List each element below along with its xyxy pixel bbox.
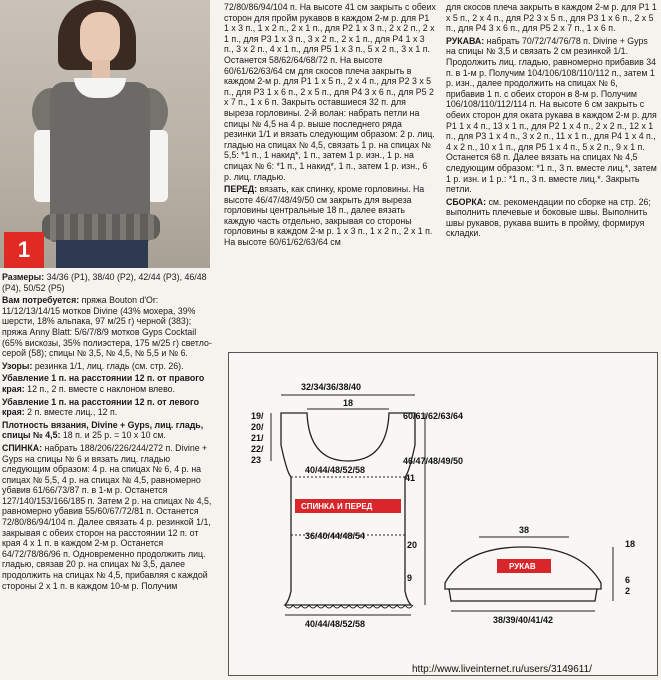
density-text: 18 п. и 25 р. = 10 х 10 см. xyxy=(60,430,166,441)
pattern-schematic xyxy=(228,352,658,676)
front-continued-text: для скосов плеча закрыть в каждом 2-м р. для Р1 1 х 5 п., 2 х 4 п., для Р2 3 х 5 п., для Р3 1 х 6 п., 2 х 5 п., для Р4 3 х 6 п., для Р5 2 х 7 п., 1 х 6 п. xyxy=(446,2,657,34)
text-column-1 xyxy=(2,272,214,593)
top-width-label: 32/34/36/38/40 xyxy=(301,382,362,392)
hem-height-label: 9 xyxy=(407,573,413,583)
model-photo xyxy=(0,0,210,268)
sizes-text: 34/36 (P1), 38/40 (P2), 42/44 (P3), 46/48 (P4), 50/52 (P5) xyxy=(2,272,207,293)
waist-width-label: 36/40/44/48/54 xyxy=(305,531,366,541)
front-text: вязать, как спинку, кроме горловины. На высоте 46/47/48/49/50 см закрыть для выреза горловины центральные 18 п., далее вязать каждую часть отдельно, закрывая со стороны горловины в каждом 2-м р. 1 х 3 п., 1 х 2 п., 2 х 1 п. На высоте 60/61/62/63/64 см xyxy=(224,184,433,248)
neck-width-label: 18 xyxy=(343,398,354,408)
armhole-mark-label: 41 xyxy=(405,473,416,483)
assembly-text: см. рекомендации по сборке на стр. 26; выполнить плечевые и боковые швы. Выполнить швы рукавов, рукава вшить в пройму, формируя складки. xyxy=(446,196,651,239)
armhole-height-label: 46/47/48/49/50 xyxy=(403,456,464,466)
dec-right-label: Убавление 1 п. на расстоянии 12 п. от правого края: xyxy=(2,373,205,394)
back-text: набрать 188/206/226/244/272 п. Divine + Gyps на спицы № 6 и вязать лиц. гладью следующим образом: 4 р. на спицах № 6, 4 р. на спицах № 5,5, 4 р. на спицах № 4,5, равномерно убавив 61/66/73/87 п. в 1-м р. Останется 127/140/153/166/185 п. Затем 2 р. на спицах № 4,5, равномерно убавив 55/60/67/72/81 п. Останется 72/80/86/94/104 п. Далее связать 4 р. резинкой 1/1, закрывая с обеих сторон на расстоянии 12 п. от края 4 х 1 п. в каждом 2-м р. Останется 64/72/78/86/96 п. Одновременно продолжить лиц. гладью, связав 20 р. на спицах № 3,5, далее продолжить на спицах № 4,5, прибавляя с каждой стороны 2 х 1 п. в каждом 10-м р. Получим xyxy=(2,442,212,591)
sizes-label: Размеры: xyxy=(2,272,45,282)
patterns-text: резинка 1/1, лиц. гладь (см. стр. 26). xyxy=(32,360,184,371)
left-height-2: 20/ xyxy=(251,422,264,432)
height-total-label: 60/61/62/63/64 xyxy=(403,411,464,421)
back-continued-text: 72/80/86/94/104 п. На высоте 41 см закрыть с обеих сторон для пройм рукавов в каждом 2-м р. для Р1 1 х 3 п., 1 х 2 п., 2 х 1 п., для Р2 1 х 3 п., 2 х 2 п., 2 х 1 п., для Р3 1 х 3 п., 3 х 2 п., 2 х 1 п., для Р4 1 х 3 п., 3 х 2 п., 4 х 1 п., для Р5 1 х 3 п., 5 х 2 п., 3 х 1 п. Останется 58/62/64/68/72 п. На высоте 60/61/62/63/64 см для скосов плеча закрыть в каждом 2-м р. для Р1 1 х 5 п., 2 х 4 п., для Р2 3 х 5 п., для Р3 1 х 6 п., 2 х 5 п., для Р4 3 х 6 п., для Р5 2 х 7 п., 1 х 6 п. Закрыть оставшиеся 32 п. для выреза горловины. 2-й волан: набрать петли на спицы № 4,5 на 4 р. выше последнего ряда резинки 1/1 и вязать следующим образом: 2 р. лиц. гладью на спицах № 4,5, связать 1 р. на спицах № 5,5: *1 п., 1 накид*, 1 п., затем 1 р. изн., 1 р. на спицах № 6: *1 п., 1 накид*, 1 п., затем 1 р. изн., 6 р. лиц. гладью. xyxy=(224,2,436,182)
piece-label: СПИНКА И ПЕРЕД xyxy=(301,502,373,511)
chest-width-label: 40/44/48/52/58 xyxy=(305,465,366,475)
text-column-3 xyxy=(446,2,658,241)
bottom-width-label: 40/44/48/52/58 xyxy=(305,619,366,629)
dec-left-label: Убавление 1 п. на расстоянии 12 п. от левого края: xyxy=(2,396,199,418)
sleeve-text: набрать 70/72/74/76/78 п. Divine + Gyps на спицы № 3,5 и связать 2 см резинкой 1/1. Продолжить лиц. гладью, равномерно прибавив 34 п. в 1-м р. Получим 104/106/108/110/112 п., затем 1 р. изн., далее продолжить на спицах № 6, прибавив 1 п. с обеих сторон в 8-м р. Получим 106/108/110/112/114 п. На высоте 6 см закрыть с обеих сторон для оката рукава в каждом 2-м р. для Р1 1 х 4 п., 13 х 1 п., для Р2 1 х 4 п., 2 х 2 п., 12 х 1 п., для Р3 1 х 4 п., 3 х 2 п., 11 х 1 п., для Р4 1 х 4 п., 4 х 2 п., 10 х 1 п., для Р5 1 х 4 п., 5 х 2 п., 9 х 1 п. Останется 68 п. Далее вязать на спицах № 4,5 следующим образом: *1 п., 3 п. вместе лиц.*, затем 1 р. изн. и 1 р.: *1 п., 3 п. вместе лиц.*. Закрыть петли. xyxy=(446,35,657,195)
assembly-label: СБОРКА: xyxy=(446,196,487,207)
sleeve-label: РУКАВА: xyxy=(446,35,485,46)
sleeve-piece-label: РУКАВ xyxy=(509,562,536,571)
dec-right-text: 12 п., 2 п. вместе с наклоном влево. xyxy=(24,383,175,394)
sleeve-bottom-label: 38/39/40/41/42 xyxy=(493,615,554,625)
text-column-2 xyxy=(224,2,436,250)
schematic-svg xyxy=(229,353,657,675)
density-label: Плотность вязания, Divine + Gyps, лиц. гладь, спицы № 4,5: xyxy=(2,419,204,441)
left-height-3: 21/ xyxy=(251,433,264,443)
sleeve-6-label: 6 xyxy=(625,575,631,585)
sleeve-height-label: 18 xyxy=(625,539,636,549)
materials-text: пряжа Bouton d'Or: 11/12/13/14/15 мотков Divine (43% мохера, 39% шерсти, 18% альпака, 97 м/25 г) черной (383); пряжа Anny Blatt: 5/6/7/8/9 мотков Gyps Cocktail (65% вискозы, 35% полиэстера, 175 м/25 г) светло-серой (58); спицы № 3,5, № 4,5, № 5,5 и № 6. xyxy=(2,295,212,359)
sleeve-cuff xyxy=(449,589,597,601)
source-url: http://www.liveinternet.ru/users/3149611/ xyxy=(412,664,592,675)
pattern-number-badge: 1 xyxy=(4,232,44,268)
sleeve-top-label: 38 xyxy=(519,525,530,535)
patterns-label: Узоры: xyxy=(2,360,33,371)
left-height-5: 23 xyxy=(251,455,262,465)
back-label: СПИНКА: xyxy=(2,442,43,453)
dec-left-text: 2 п. вместе лиц., 12 п. xyxy=(24,407,118,418)
waist-height-label: 20 xyxy=(407,540,418,550)
sleeve-2-label: 2 xyxy=(625,586,631,596)
left-height-4: 22/ xyxy=(251,444,264,454)
left-height-1: 19/ xyxy=(251,411,264,421)
front-label: ПЕРЕД: xyxy=(224,184,258,195)
materials-label: Вам потребуется: xyxy=(2,295,80,306)
